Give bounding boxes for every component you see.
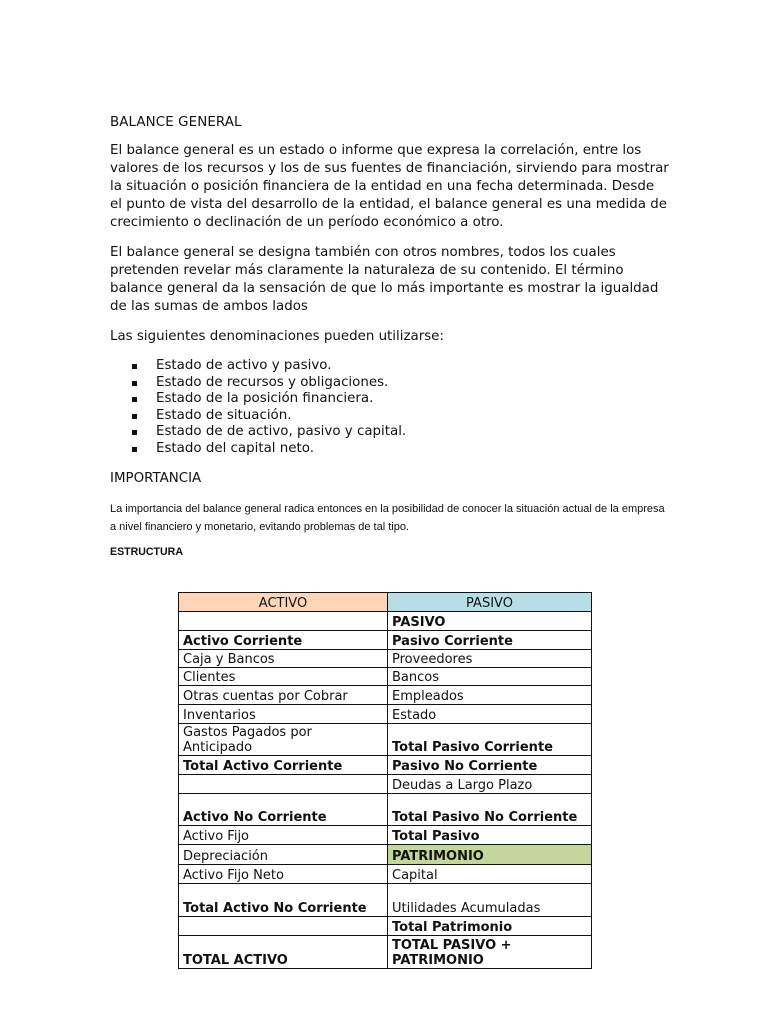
table-row: [179, 826, 592, 845]
list-item: Estado de activo y pasivo.: [110, 358, 670, 375]
table-row: [179, 686, 592, 705]
bullet-icon: [132, 381, 137, 386]
pasivo-cell: PATRIMONIO: [388, 845, 592, 865]
bullet-icon: [132, 430, 137, 435]
activo-cell: Clientes: [179, 668, 388, 686]
table-row: [179, 917, 592, 936]
pasivo-cell: PASIVO: [388, 612, 592, 631]
table-row: [179, 724, 592, 756]
activo-cell: Activo No Corriente: [179, 794, 388, 826]
activo-cell: [179, 775, 388, 794]
activo-cell: [179, 917, 388, 936]
pasivo-cell: Total Pasivo Corriente: [388, 724, 592, 756]
pasivo-cell: Total Pasivo: [388, 826, 592, 845]
table-row: [179, 612, 592, 631]
paragraph-definition: El balance general es un estado o informe que expresa la correlación, entre los valores de los recursos y los de sus fuentes de financiación, sirviendo para mostrar la situación o posición financiera de la entidad en una fecha determinada. Desde el punto de vista del desarrollo de la entidad, el balance general es una medida de crecimiento o declinación de un período económico a otro.: [110, 143, 669, 230]
column-header-activo: ACTIVO: [179, 593, 388, 612]
balance-table: [178, 592, 592, 969]
bullet-icon: [132, 397, 137, 402]
table-row: [179, 650, 592, 668]
table-row: [179, 794, 592, 826]
activo-cell: [179, 612, 388, 631]
activo-cell: Gastos Pagados por Anticipado: [179, 724, 388, 756]
table-row: [179, 756, 592, 775]
pasivo-cell: Total Patrimonio: [388, 917, 592, 936]
pasivo-cell: Proveedores: [388, 650, 592, 668]
bullet-icon: [132, 447, 137, 452]
table-row: [179, 668, 592, 686]
column-header-pasivo: PASIVO: [388, 593, 592, 612]
pasivo-cell: Utilidades Acumuladas: [388, 884, 592, 917]
activo-cell: Total Activo No Corriente: [179, 884, 388, 917]
activo-cell: Inventarios: [179, 705, 388, 724]
activo-cell: TOTAL ACTIVO: [179, 936, 388, 969]
list-item: Estado de recursos y obligaciones.: [110, 375, 670, 392]
activo-cell: Otras cuentas por Cobrar: [179, 686, 388, 705]
paragraph-other-names: El balance general se designa también con otros nombres, todos los cuales pretenden revelar más claramente la naturaleza de su contenido. El término balance general da la sensación de que lo más importante es mostrar la igualdad de las sumas de ambos lados: [110, 245, 659, 314]
pasivo-cell: Bancos: [388, 668, 592, 686]
table-row: [179, 705, 592, 724]
bullet-icon: [132, 414, 137, 419]
pasivo-cell: Total Pasivo No Corriente: [388, 794, 592, 826]
list-item: Estado del capital neto.: [110, 441, 670, 458]
table-row: [179, 775, 592, 794]
structure-heading: ESTRUCTURA: [110, 545, 183, 558]
activo-cell: Total Activo Corriente: [179, 756, 388, 775]
activo-cell: Activo Fijo Neto: [179, 865, 388, 884]
importance-text: La importancia del balance general radica entonces en la posibilidad de conocer la situación actual de la empresa a nivel financiero y monetario, evitando problemas de tal tipo.: [110, 502, 665, 533]
table-row: [179, 845, 592, 865]
table-row: [179, 884, 592, 917]
activo-cell: Caja y Bancos: [179, 650, 388, 668]
table-row: [179, 936, 592, 969]
pasivo-cell: TOTAL PASIVO + PATRIMONIO: [388, 936, 592, 969]
document-title: BALANCE GENERAL: [110, 115, 242, 130]
denominations-list: [110, 358, 670, 458]
list-item: Estado de la posición financiera.: [110, 391, 670, 408]
table-row: [179, 631, 592, 650]
pasivo-cell: Empleados: [388, 686, 592, 705]
pasivo-cell: Estado: [388, 705, 592, 724]
pasivo-cell: Pasivo No Corriente: [388, 756, 592, 775]
pasivo-cell: Capital: [388, 865, 592, 884]
list-item: Estado de de activo, pasivo y capital.: [110, 424, 670, 441]
activo-cell: Activo Fijo: [179, 826, 388, 845]
balance-table-body: [179, 593, 592, 969]
activo-cell: Depreciación: [179, 845, 388, 865]
document-page: [110, 114, 670, 564]
table-row: [179, 865, 592, 884]
activo-cell: Activo Corriente: [179, 631, 388, 650]
importance-heading: IMPORTANCIA: [110, 470, 202, 486]
pasivo-cell: Deudas a Largo Plazo: [388, 775, 592, 794]
pasivo-cell: Pasivo Corriente: [388, 631, 592, 650]
bullet-icon: [132, 364, 137, 369]
table-header-row: [179, 593, 592, 612]
paragraph-denominations-intro: Las siguientes denominaciones pueden utilizarse:: [110, 329, 444, 344]
list-item: Estado de situación.: [110, 408, 670, 425]
